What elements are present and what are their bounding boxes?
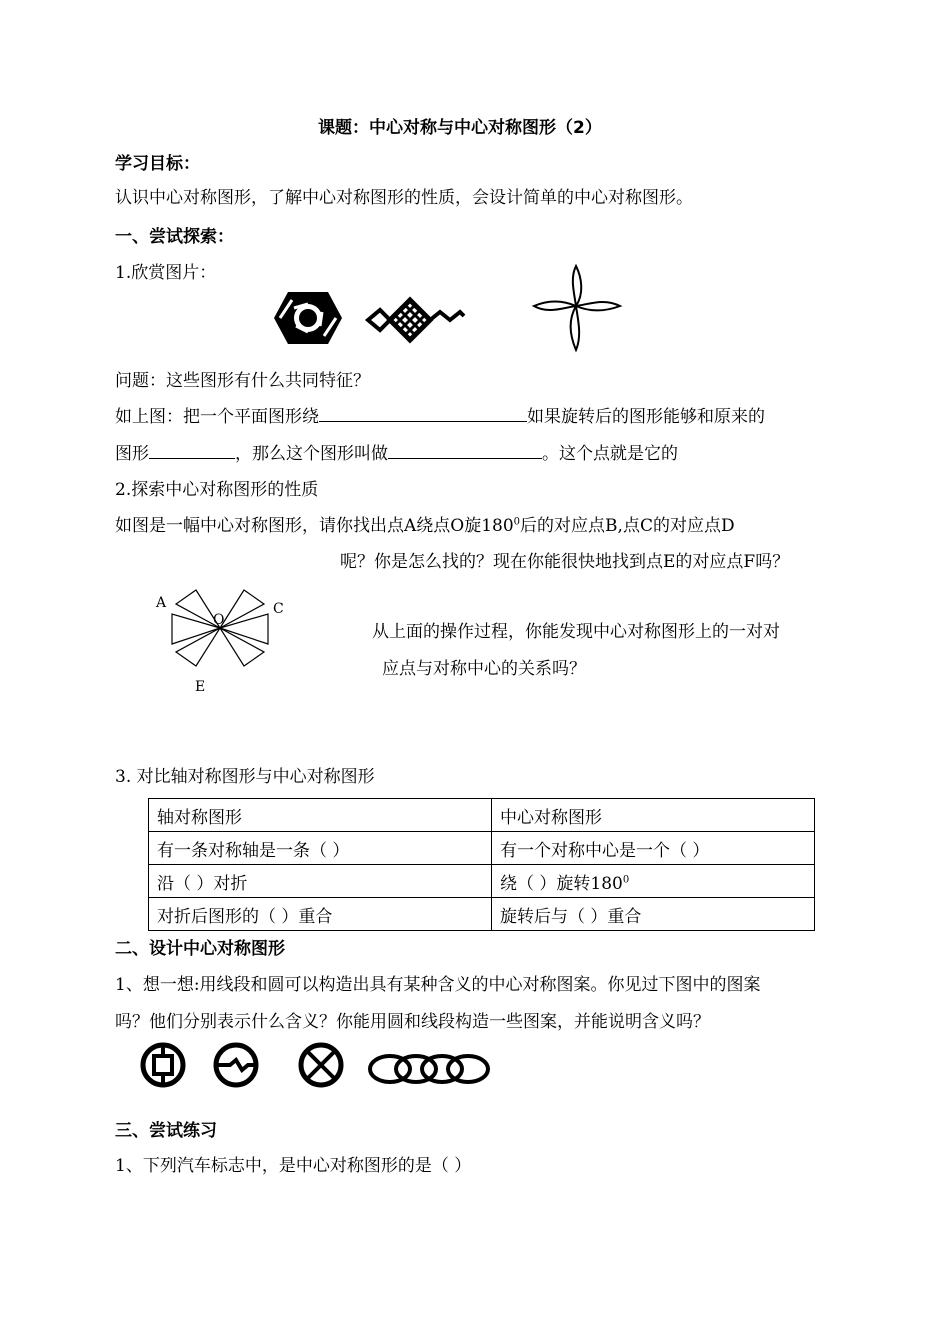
table-row bbox=[149, 799, 815, 832]
definition-part-a: 如上图：把一个平面图形绕 bbox=[115, 407, 319, 427]
question-common-feature: 问题：这些图形有什么共同特征？ bbox=[115, 371, 370, 391]
objectives-text: 认识中心对称图形，了解中心对称图形的性质，会设计简单的中心对称图形。 bbox=[115, 188, 693, 208]
table-cell bbox=[492, 865, 815, 898]
table-cell: 有一条对称轴是一条（ ） bbox=[149, 832, 492, 865]
label-C: C bbox=[273, 601, 284, 617]
blank-coincide[interactable] bbox=[149, 442, 235, 459]
table-cell: 对折后图形的（ ）重合 bbox=[149, 898, 492, 931]
page-title: 课题：中心对称与中心对称图形（2） bbox=[318, 118, 602, 138]
table-cell: 中心对称图形 bbox=[492, 799, 815, 832]
bowtie-symmetry-figure bbox=[150, 590, 290, 700]
explore-part-a: 如图是一幅中心对称图形，请你找出点A绕点O旋180 bbox=[115, 516, 514, 536]
table-cell: 轴对称图形 bbox=[149, 799, 492, 832]
item3-label: 3. 对比轴对称图形与中心对称图形 bbox=[115, 767, 375, 787]
table-row bbox=[149, 898, 815, 931]
coin-symbol-icon bbox=[143, 1045, 183, 1085]
linked-rings-symbol-icon bbox=[370, 1056, 488, 1082]
symbol-row bbox=[138, 1042, 490, 1088]
definition-line-1 bbox=[115, 405, 765, 428]
pinwheel-figure bbox=[530, 264, 624, 354]
section1-heading: 一、尝试探索： bbox=[115, 227, 234, 247]
degree-sup: 0 bbox=[622, 873, 630, 885]
section3-heading: 三、尝试练习 bbox=[115, 1121, 217, 1141]
explore-part-b: 后的对应点B,点C的对应点D bbox=[520, 516, 735, 536]
label-A: A bbox=[156, 595, 167, 611]
item1-label: 1.欣赏图片： bbox=[115, 263, 217, 283]
section2-heading: 二、设计中心对称图形 bbox=[115, 939, 285, 959]
definition-part-c: 图形 bbox=[115, 444, 149, 464]
table-cell: 有一个对称中心是一个（ ） bbox=[492, 832, 815, 865]
no-entry-symbol-icon bbox=[216, 1045, 256, 1085]
table-row bbox=[149, 832, 815, 865]
section3-question-1: 1、下列汽车标志中，是中心对称图形的是（ ） bbox=[115, 1156, 472, 1176]
table-row bbox=[149, 865, 815, 898]
discover-line-1: 从上面的操作过程，你能发现中心对称图形上的一对对 bbox=[372, 622, 780, 642]
comparison-table bbox=[148, 798, 815, 931]
explore-line-2: 呢？你是怎么找的？现在你能很快地找到点E的对应点F吗？ bbox=[340, 552, 790, 572]
degree-sup: 0 bbox=[513, 516, 521, 528]
explore-line-1 bbox=[115, 515, 735, 537]
chinese-knot-figure bbox=[366, 294, 466, 346]
section2-line-2: 吗？他们分别表示什么含义？你能用圆和线段构造一些图案，并能说明含义吗？ bbox=[115, 1012, 710, 1032]
item2-label: 2.探索中心对称图形的性质 bbox=[115, 480, 319, 500]
section2-line-1: 1、想一想:用线段和圆可以构造出具有某种含义的中心对称图案。你见过下图中的图案 bbox=[115, 975, 761, 995]
blank-figure-name[interactable] bbox=[388, 442, 542, 459]
blank-rotate[interactable] bbox=[319, 405, 527, 422]
table-cell: 旋转后与（ ）重合 bbox=[492, 898, 815, 931]
table-cell: 沿（ ）对折 bbox=[149, 865, 492, 898]
label-E: E bbox=[195, 679, 206, 695]
definition-part-b: 如果旋转后的图形能够和原来的 bbox=[527, 407, 765, 427]
definition-part-d: ，那么这个图形叫做 bbox=[235, 444, 388, 464]
definition-line-2 bbox=[115, 442, 678, 465]
objectives-heading: 学习目标： bbox=[115, 154, 200, 174]
discover-line-2: 应点与对称中心的关系吗？ bbox=[382, 659, 586, 679]
table-cell-text: 绕（ ）旋转180 bbox=[500, 873, 623, 894]
hexagon-aperture-figure bbox=[272, 290, 344, 346]
label-O: O bbox=[213, 612, 225, 628]
cross-circle-symbol-icon bbox=[301, 1045, 341, 1085]
definition-part-e: 。这个点就是它的 bbox=[542, 444, 678, 464]
